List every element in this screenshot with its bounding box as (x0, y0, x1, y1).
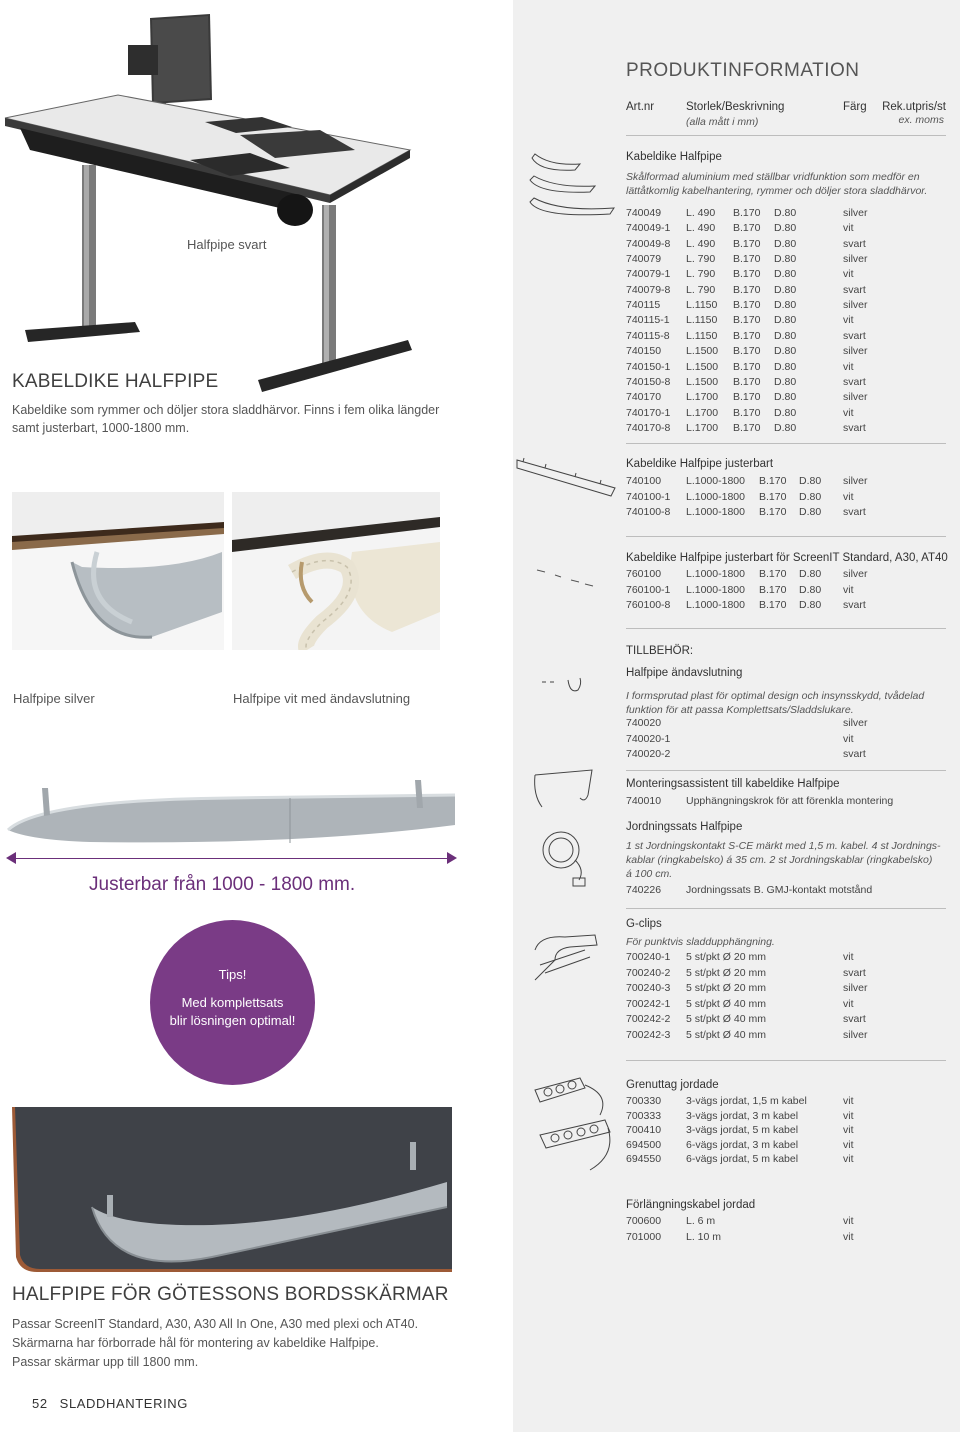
halfpipe-row-cell: 740170-1 (626, 406, 671, 419)
halfpipe-row (626, 360, 946, 375)
screenit-row-cell: D.80 (799, 599, 822, 611)
gclip-sketch-icon (525, 925, 615, 988)
extension-row-cell: L. 6 m (686, 1215, 716, 1227)
power-strip-row-cell: 6-vägs jordat, 3 m kabel (686, 1138, 799, 1151)
gclips-row-cell: 5 st/pkt Ø 40 mm (686, 997, 766, 1010)
halfpipe-row (626, 406, 946, 421)
adjustable-row-cell: D.80 (799, 506, 822, 518)
grounding-item: Jordningssats B. GMJ-kontakt motstånd (686, 884, 873, 896)
halfpipe-row-cell: 740170-8 (626, 421, 671, 434)
halfpipe-row-cell: L. 790 (686, 253, 716, 266)
grounding-row (626, 883, 946, 898)
gclips-row (626, 1028, 946, 1043)
screenit-row (626, 567, 946, 582)
halfpipe-row-cell: D.80 (774, 283, 797, 296)
power-strip-row-cell: 3-vägs jordat, 5 m kabel (686, 1124, 799, 1136)
screenit-row (626, 598, 946, 613)
halfpipe-row-cell: B.170 (733, 421, 761, 434)
divider-3 (626, 628, 946, 629)
col-header-size-sub: (alla mått i mm) (686, 116, 759, 128)
halfpipe-row-cell: B.170 (733, 222, 761, 235)
adjustable-row (626, 474, 946, 489)
screen-halfpipe-photo (12, 1107, 452, 1272)
grounding-desc-line-3: á 100 cm. (626, 868, 673, 880)
halfpipe-row-cell: L. 790 (686, 268, 716, 281)
halfpipe-row-cell: 740049-1 (626, 222, 671, 235)
halfpipe-row (626, 267, 946, 282)
endcap-row-cell: vit (843, 732, 854, 745)
halfpipe-row-cell: 740049 (626, 207, 662, 219)
screenit-row-cell: vit (843, 583, 854, 596)
power-strip-row-cell: 3-vägs jordat, 1,5 m kabel (686, 1095, 807, 1107)
power-strip-row-cell: vit (843, 1124, 854, 1136)
grounding-artnr: 740226 (626, 884, 662, 896)
halfpipe-row-cell: 740115-8 (626, 329, 670, 342)
halfpipe-row-cell: L.1700 (686, 421, 719, 434)
gclips-row-cell: silver (843, 982, 868, 994)
gclips-row-cell: vit (843, 951, 854, 963)
halfpipe-row-cell: D.80 (774, 207, 797, 219)
chapter-label: SLADDHANTERING (59, 1396, 188, 1411)
power-strip-row-cell: vit (843, 1095, 854, 1107)
adjustable-title: Kabeldike Halfpipe justerbart (626, 458, 774, 470)
halfpipe-row (626, 313, 946, 328)
power-strip-row-cell: 700330 (626, 1095, 662, 1107)
halfpipe-row-cell: vit (843, 360, 854, 373)
extension-row (626, 1230, 946, 1245)
halfpipe-row-cell: B.170 (733, 329, 761, 342)
mounting-row (626, 794, 946, 809)
gclips-row-cell: 700240-3 (626, 982, 671, 994)
endcap-sketch-icon (540, 672, 600, 705)
halfpipe-white-photo (232, 492, 440, 650)
halfpipe-row-cell: D.80 (774, 391, 797, 404)
halfpipe-row-cell: B.170 (733, 391, 761, 404)
header-divider (626, 135, 946, 136)
halfpipe-row-cell: L.1500 (686, 375, 719, 388)
adjustable-row-cell: L.1000-1800 (686, 475, 745, 487)
halfpipe-row-cell: D.80 (774, 406, 797, 419)
halfpipe-row (626, 421, 946, 436)
adjustable-row-cell: L.1000-1800 (686, 490, 745, 503)
screenit-row-cell: B.170 (759, 568, 787, 580)
endcap-row-cell: silver (843, 717, 868, 729)
halfpipe-row-cell: silver (843, 253, 868, 266)
arrow-right-icon (447, 852, 457, 864)
halfpipe-row-cell: B.170 (733, 406, 761, 419)
col-header-price-sub: ex. moms (898, 114, 944, 126)
halfpipe-row-cell: B.170 (733, 345, 761, 358)
halfpipe-row (626, 237, 946, 252)
adjustable-row (626, 490, 946, 505)
divider-4 (626, 770, 946, 771)
endcap-row (626, 732, 946, 747)
halfpipe-row-cell: D.80 (774, 299, 797, 312)
screenit-row-cell: B.170 (759, 583, 787, 596)
endcap-row-cell: 740020 (626, 717, 662, 729)
divider-2 (626, 536, 946, 537)
halfpipe-row-cell: L.1500 (686, 345, 719, 358)
extension-row-cell: vit (843, 1215, 854, 1227)
halfpipe-row-cell: L.1150 (686, 329, 718, 342)
power-strip-row (626, 1094, 946, 1109)
grounding-desc-line-1: 1 st Jordningskontakt S-CE märkt med 1,5 m. kabel. 4 st Jordnings- (626, 840, 941, 852)
halfpipe-row-cell: D.80 (774, 268, 797, 281)
halfpipe-row-cell: B.170 (733, 237, 761, 250)
halfpipe-title: Kabeldike Halfpipe (626, 151, 722, 163)
halfpipe-row-cell: vit (843, 222, 854, 235)
gclips-row-cell: 5 st/pkt Ø 40 mm (686, 1013, 766, 1025)
halfpipe-row-cell: silver (843, 345, 868, 358)
power-strip-row-cell: vit (843, 1109, 854, 1122)
screenit-row-cell: D.80 (799, 583, 822, 596)
halfpipe-row-cell: silver (843, 299, 868, 312)
divider-6 (626, 1060, 946, 1061)
adjustable-row-cell: B.170 (759, 490, 787, 503)
halfpipe-row-cell: vit (843, 268, 854, 281)
power-strip-row-cell: 700410 (626, 1124, 662, 1136)
halfpipe-row (626, 252, 946, 267)
extension-row-cell: 700600 (626, 1215, 662, 1227)
gclips-row-cell: svart (843, 1013, 866, 1025)
halfpipe-row (626, 206, 946, 221)
gclips-row (626, 997, 946, 1012)
halfpipe-row-cell: L.1150 (686, 299, 718, 312)
power-strip-sketch-icon (520, 1070, 620, 1183)
halfpipe-row-cell: L. 490 (686, 237, 716, 250)
endcap-row-cell: 740020-2 (626, 748, 671, 760)
caption-halfpipe-silver: Halfpipe silver (13, 691, 95, 706)
halfpipe-row-cell: vit (843, 406, 854, 419)
gclips-row-cell: silver (843, 1028, 868, 1041)
halfpipe-row-cell: 740079 (626, 253, 662, 266)
halfpipe-row (626, 221, 946, 236)
halfpipe-row-cell: B.170 (733, 375, 761, 388)
endcap-desc-line-1: I formsprutad plast för optimal design och insynsskydd, tvådelad (626, 690, 925, 702)
adjustable-arrow-line (10, 858, 455, 859)
accessories-title: TILLBEHÖR: (626, 645, 694, 657)
grounding-desc-line-2: kablar (ringkabelsko) á 35 cm. 2 st Jordningskablar (ringkabelsko) (626, 854, 933, 866)
adjustable-row-cell: B.170 (759, 475, 787, 487)
endcap-title: Halfpipe ändavslutning (626, 667, 743, 679)
gclips-row (626, 1012, 946, 1027)
endcap-row-cell: 740020-1 (626, 732, 671, 745)
gclips-row-cell: 700242-1 (626, 997, 671, 1010)
gclips-row (626, 981, 946, 996)
adjustable-row-cell: L.1000-1800 (686, 506, 745, 518)
extension-row-cell: L. 10 m (686, 1230, 722, 1243)
gclips-row-cell: 5 st/pkt Ø 20 mm (686, 982, 766, 994)
halfpipe-row-cell: L. 790 (686, 283, 716, 296)
halfpipe-row-cell: B.170 (733, 283, 761, 296)
halfpipe-row (626, 298, 946, 313)
halfpipe-row-cell: L.1150 (686, 314, 718, 327)
halfpipe-row (626, 283, 946, 298)
extension-row-cell: 701000 (626, 1230, 662, 1243)
gclips-row-cell: 700240-1 (626, 951, 671, 963)
halfpipe-row-cell: B.170 (733, 360, 761, 373)
halfpipe-row-cell: D.80 (774, 421, 797, 434)
screenit-row-cell: silver (843, 568, 868, 580)
power-strip-row-cell: 3-vägs jordat, 3 m kabel (686, 1109, 799, 1122)
tips-line-2: blir lösningen optimal! (169, 1013, 296, 1028)
divider-1 (626, 443, 946, 444)
screenit-row-cell: D.80 (799, 568, 822, 580)
halfpipe-row (626, 390, 946, 405)
desk-photo (0, 0, 450, 400)
screenit-row-cell: 760100 (626, 568, 662, 580)
divider-5 (626, 908, 946, 909)
tips-line-1: Med komplettsats (181, 995, 284, 1010)
section-text-line-1: Kabeldike som rymmer och döljer stora sladdhärvor. Finns i fem olika längder (12, 403, 440, 417)
halfpipe-row-cell: 740049-8 (626, 237, 671, 250)
halfpipe-row (626, 375, 946, 390)
desk-caption: Halfpipe svart (187, 237, 267, 252)
power-strip-row-cell: 6-vägs jordat, 5 m kabel (686, 1153, 799, 1165)
halfpipe-row-cell: D.80 (774, 360, 797, 373)
grounding-sketch-icon (535, 820, 595, 893)
halfpipe-row-cell: L.1700 (686, 391, 719, 404)
halfpipe-row-cell: B.170 (733, 253, 761, 266)
gclips-row-cell: 5 st/pkt Ø 20 mm (686, 966, 766, 979)
screenit-row-cell: L.1000-1800 (686, 583, 745, 596)
screenit-row-cell: 760100-8 (626, 599, 671, 611)
gclips-row-cell: 5 st/pkt Ø 20 mm (686, 951, 766, 963)
halfpipe-row-cell: L.1500 (686, 360, 719, 373)
adjustable-row-cell: D.80 (799, 490, 822, 503)
arrow-left-icon (6, 852, 16, 864)
adjustable-sketch-icon (515, 450, 620, 503)
gclips-title: G-clips (626, 918, 662, 930)
halfpipe-row-cell: svart (843, 421, 866, 434)
gclips-row-cell: svart (843, 966, 866, 979)
extension-row (626, 1214, 946, 1229)
gclips-desc: För punktvis sladdupphängning. (626, 936, 775, 948)
mounting-desc: Upphängningskrok för att förenkla montering (686, 795, 894, 807)
adjustable-row-cell: D.80 (799, 475, 822, 487)
halfpipe-row-cell: silver (843, 207, 868, 219)
halfpipe-row-cell: L.1700 (686, 406, 719, 419)
tips-title: Tips! (218, 967, 247, 982)
endcap-desc-line-2: funktion för att passa Komplettsats/Sladdslukare. (626, 704, 854, 716)
halfpipe-sketch-icon (520, 150, 615, 233)
halfpipe-row-cell: 740115 (626, 299, 661, 312)
section-text-line-2: samt justerbart, 1000-1800 mm. (12, 421, 190, 435)
endcap-row-cell: svart (843, 748, 866, 760)
halfpipe-silver-photo (12, 492, 224, 650)
halfpipe-row-cell: B.170 (733, 299, 761, 312)
page-number: 52 (32, 1396, 48, 1411)
halfpipe-row-cell: D.80 (774, 375, 797, 388)
mounting-sketch-icon (530, 765, 600, 818)
halfpipe-row-cell: B.170 (733, 314, 761, 327)
gclips-row (626, 950, 946, 965)
col-header-size: Storlek/Beskrivning (686, 101, 785, 113)
endcap-row (626, 716, 946, 731)
screens-title: HALFPIPE FÖR GÖTESSONS BORDSSKÄRMAR (12, 1284, 449, 1305)
halfpipe-row-cell: svart (843, 237, 866, 250)
adjustable-row-cell: 740100-1 (626, 490, 671, 503)
power-strips-title: Grenuttag jordade (626, 1079, 719, 1091)
gclips-row-cell: 700240-2 (626, 966, 671, 979)
extension-row-cell: vit (843, 1230, 854, 1243)
halfpipe-row-cell: D.80 (774, 222, 797, 235)
tips-badge (150, 920, 315, 1085)
section-title: KABELDIKE HALFPIPE (12, 371, 219, 392)
halfpipe-row-cell: D.80 (774, 314, 797, 327)
col-header-price: Rek.utpris/st (882, 101, 946, 113)
halfpipe-row-cell: vit (843, 314, 854, 327)
halfpipe-row-cell: 740170 (626, 391, 662, 404)
screenit-row (626, 583, 946, 598)
halfpipe-row-cell: svart (843, 329, 866, 342)
halfpipe-row-cell: D.80 (774, 345, 797, 358)
halfpipe-row-cell: silver (843, 391, 868, 404)
halfpipe-row-cell: 740150-1 (626, 360, 671, 373)
power-strip-row-cell: 700333 (626, 1109, 662, 1122)
halfpipe-row-cell: 740150-8 (626, 375, 671, 388)
screenit-row-cell: B.170 (759, 599, 787, 611)
halfpipe-row (626, 329, 946, 344)
halfpipe-row-cell: L. 490 (686, 207, 716, 219)
gclips-row-cell: 700242-3 (626, 1028, 671, 1041)
halfpipe-row-cell: D.80 (774, 253, 797, 266)
screenit-sketch-icon (535, 565, 595, 598)
screens-text-line-2: Skärmarna har förborrade hål för montering av kabeldike Halfpipe. (12, 1336, 379, 1350)
halfpipe-row-cell: B.170 (733, 207, 761, 219)
col-header-artnr: Art.nr (626, 101, 655, 113)
mounting-artnr: 740010 (626, 795, 662, 807)
halfpipe-desc-line-1: Skålformad aluminium med ställbar vridfunktion som medför en (626, 171, 920, 183)
adjustable-row-cell: 740100-8 (626, 506, 671, 518)
adjustable-label: Justerbar från 1000 - 1800 mm. (89, 874, 356, 895)
screenit-row-cell: 760100-1 (626, 583, 671, 596)
gclips-row-cell: 700242-2 (626, 1013, 671, 1025)
halfpipe-row-cell: 740150 (626, 345, 662, 358)
halfpipe-row-cell: 740079-8 (626, 283, 671, 296)
gclips-row-cell: 5 st/pkt Ø 40 mm (686, 1028, 766, 1041)
halfpipe-row-cell: B.170 (733, 268, 761, 281)
gclips-row (626, 966, 946, 981)
screenit-title: Kabeldike Halfpipe justerbart för ScreenIT Standard, A30, AT40 (626, 552, 948, 564)
screenit-row-cell: svart (843, 599, 866, 611)
halfpipe-desc-line-2: lättåtkomlig kabelhantering, rymmer och döljer stora sladdhärvor. (626, 185, 928, 197)
halfpipe-row-cell: 740115-1 (626, 314, 670, 327)
adjustable-row-cell: B.170 (759, 506, 787, 518)
power-strip-row-cell: 694550 (626, 1153, 662, 1165)
power-strip-row (626, 1138, 946, 1153)
halfpipe-row-cell: D.80 (774, 237, 797, 250)
power-strip-row-cell: 694500 (626, 1138, 662, 1151)
power-strip-row (626, 1109, 946, 1124)
caption-halfpipe-white: Halfpipe vit med ändavslutning (233, 691, 411, 706)
halfpipe-row-cell: svart (843, 283, 866, 296)
power-strip-row (626, 1123, 946, 1138)
col-header-color: Färg (843, 101, 867, 113)
adjustable-row-cell: silver (843, 475, 868, 487)
halfpipe-row-cell: L. 490 (686, 222, 716, 235)
power-strip-row-cell: vit (843, 1138, 854, 1151)
grounding-title: Jordningssats Halfpipe (626, 821, 743, 833)
page-footer (32, 1396, 188, 1411)
halfpipe-row-cell: D.80 (774, 329, 797, 342)
power-strip-row (626, 1152, 946, 1167)
halfpipe-row-cell: svart (843, 375, 866, 388)
screens-text-line-1: Passar ScreenIT Standard, A30, A30 All In One, A30 med plexi och AT40. (12, 1317, 419, 1331)
adjustable-row-cell: svart (843, 506, 866, 518)
halfpipe-row (626, 344, 946, 359)
adjustable-row-cell: vit (843, 490, 854, 503)
halfpipe-row-cell: 740079-1 (626, 268, 671, 281)
screenit-row-cell: L.1000-1800 (686, 568, 745, 580)
endcap-row (626, 747, 946, 762)
adjustable-halfpipe-image (0, 770, 460, 870)
extension-title: Förlängningskabel jordad (626, 1199, 756, 1211)
gclips-row-cell: vit (843, 997, 854, 1010)
screens-text-line-3: Passar skärmar upp till 1800 mm. (12, 1355, 199, 1369)
power-strip-row-cell: vit (843, 1153, 854, 1165)
product-info-title: PRODUKTINFORMATION (626, 60, 860, 81)
screenit-row-cell: L.1000-1800 (686, 599, 745, 611)
adjustable-row-cell: 740100 (626, 475, 662, 487)
mounting-title: Monteringsassistent till kabeldike Halfpipe (626, 778, 840, 790)
adjustable-row (626, 505, 946, 520)
